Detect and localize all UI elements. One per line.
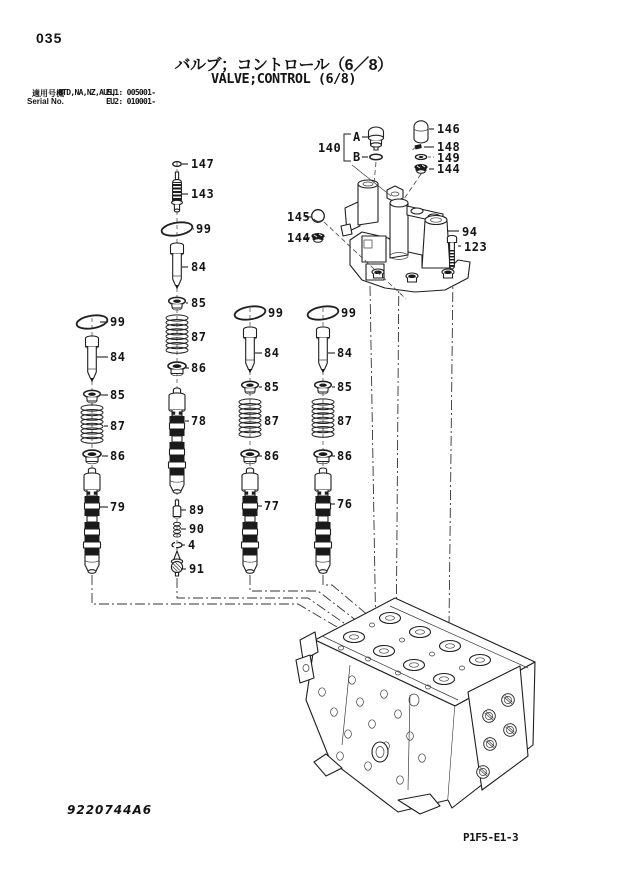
- serial-range-eu2: EU2: 010001-: [106, 97, 156, 106]
- callout-140: 140: [318, 141, 342, 155]
- callout-99-c3: 99: [268, 306, 284, 320]
- callout-148: 148: [437, 140, 461, 154]
- callout-b: B: [353, 150, 361, 164]
- callout-87-c2: 87: [191, 330, 207, 344]
- callout-147: 147: [191, 157, 215, 171]
- cap-a-part: [369, 127, 384, 150]
- oring-b-part: [370, 154, 382, 159]
- callout-85-c1: 85: [110, 388, 126, 402]
- screw-part: [413, 144, 422, 150]
- callout-85-c4: 85: [337, 380, 353, 394]
- assembly-column-4: [307, 304, 340, 573]
- callout-86-c4: 86: [337, 449, 353, 463]
- callout-a: A: [353, 130, 361, 144]
- applicable-label-en: Serial No.: [27, 97, 64, 106]
- callout-76: 76: [337, 497, 353, 511]
- callout-145: 145: [287, 210, 311, 224]
- nut-top-part: [414, 164, 427, 173]
- applicable-label-jp: 適用号機: [32, 89, 64, 98]
- callout-84-c1: 84: [110, 350, 126, 364]
- callout-86-c3: 86: [264, 449, 280, 463]
- drawing-code: 9220744A6: [67, 803, 153, 817]
- valve-body-casting: [296, 598, 535, 814]
- assembly-column-3: [234, 304, 267, 573]
- callout-94: 94: [462, 225, 478, 239]
- callout-87-c1: 87: [110, 419, 126, 433]
- callout-87-c4: 87: [337, 414, 353, 428]
- callout-86-c2: 86: [191, 361, 207, 375]
- callout-90: 90: [189, 522, 205, 536]
- callout-99-c4: 99: [341, 306, 357, 320]
- callout-86-c1: 86: [110, 449, 126, 463]
- callout-149: 149: [437, 151, 461, 165]
- callout-87-c3: 87: [264, 414, 280, 428]
- callout-146: 146: [437, 122, 461, 136]
- callout-77: 77: [264, 499, 280, 513]
- callout-99-c2: 99: [196, 222, 212, 236]
- callout-99-c1: 99: [110, 315, 126, 329]
- callout-144-top: 144: [437, 162, 461, 176]
- page-number: 035: [36, 30, 63, 46]
- callout-4: 4: [188, 538, 196, 552]
- page-title-english: VALVE;CONTROL (6/8): [211, 71, 356, 87]
- bracket-140: [344, 134, 351, 161]
- serial-range-eu1: EU1: 005001-: [106, 88, 156, 97]
- callout-144-left: 144: [287, 231, 311, 245]
- callout-85-c2: 85: [191, 296, 207, 310]
- page-title-japanese: バルブ；コントロール（6／8）: [174, 57, 393, 74]
- nut-left-part: [311, 233, 324, 242]
- callout-84-c2: 84: [191, 260, 207, 274]
- callout-84-c4: 84: [337, 346, 353, 360]
- callout-89: 89: [189, 503, 205, 517]
- callout-84-c3: 84: [264, 346, 280, 360]
- callout-79: 79: [110, 500, 126, 514]
- cover-housing-94: [341, 165, 470, 292]
- sheet-code: P1F5-E1-3: [463, 831, 519, 844]
- callout-78: 78: [191, 414, 207, 428]
- assembly-column-1: [76, 313, 109, 573]
- callout-91: 91: [189, 562, 205, 576]
- plug-part: [312, 210, 325, 223]
- capsule-part: [414, 121, 428, 143]
- applicable-models: STD,NA,NZ,AUS,: [58, 88, 116, 97]
- callout-labels: [97, 122, 487, 576]
- callout-85-c3: 85: [264, 380, 280, 394]
- callout-143: 143: [191, 187, 215, 201]
- callout-123: 123: [464, 240, 488, 254]
- washer-part: [415, 155, 426, 160]
